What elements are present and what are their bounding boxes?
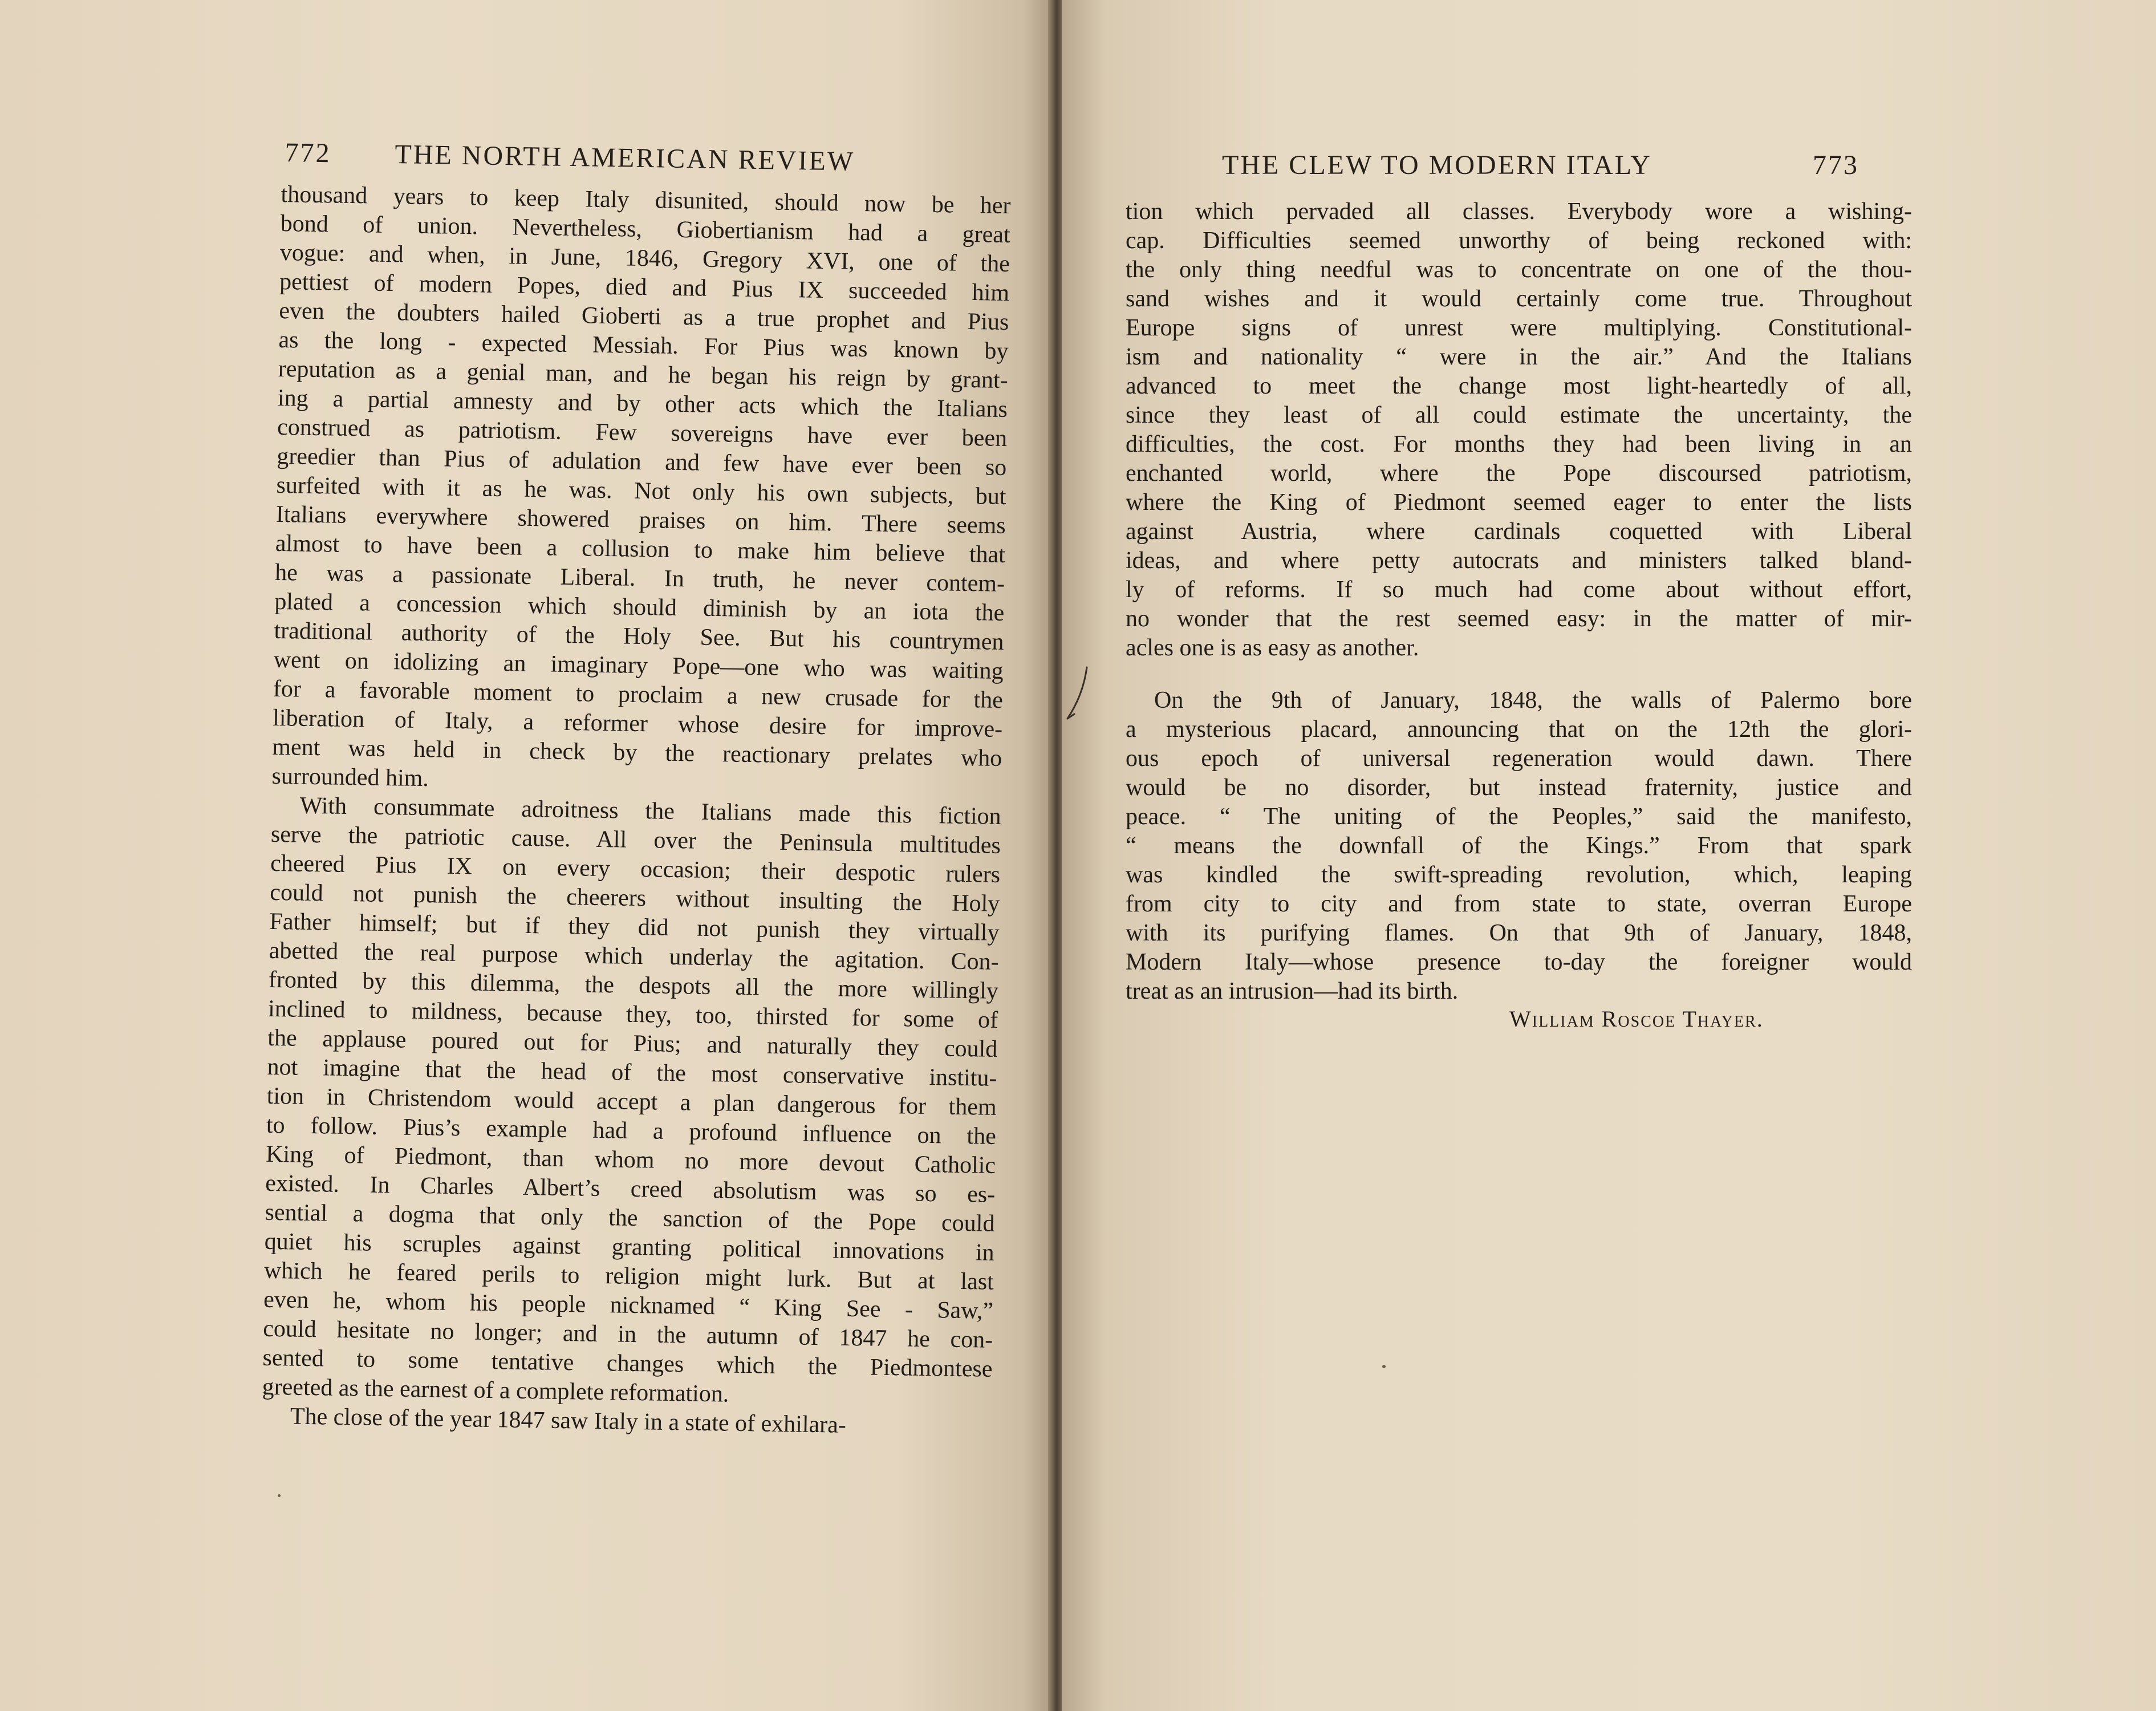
text-line: ideas, and where petty autocrats and ministers talked bland-: [1126, 548, 1912, 574]
text-line: thousand years to keep Italy disunited, should now be her: [281, 181, 1011, 220]
text-line: advanced to meet the change most light-heartedly of all,: [1126, 373, 1912, 399]
text-line: peace. “ The uniting of the Peoples,” said the manifesto,: [1126, 804, 1912, 830]
text-line: Italians everywhere showered praises on him. There seems: [275, 501, 1006, 540]
left-page: [0, 0, 1055, 1711]
right-page-paragraph-2: [1126, 686, 1912, 1006]
text-line: was kindled the swift-spreading revolution, which, leaping: [1126, 862, 1912, 888]
text-line: with its purifying flames. On that 9th of January, 1848,: [1126, 920, 1912, 946]
text-line: Modern Italy—whose presence to-day the foreigner would: [1126, 949, 1912, 975]
text-line: no wonder that the rest seemed easy: in the matter of mir-: [1126, 606, 1912, 632]
text-line: ous epoch of universal regeneration would dawn. There: [1126, 745, 1912, 772]
text-line: cheered Pius IX on every occasion; their despotic rulers: [270, 850, 1001, 888]
text-line: vogue: and when, in June, 1846, Gregory XVI, one of the: [279, 239, 1010, 278]
text-line: serve the patriotic cause. All over the Peninsula multitudes: [270, 821, 1001, 859]
text-line: sential a dogma that only the sanction of the Pope could: [265, 1199, 995, 1237]
text-line: surfeited with it as he was. Not only his own subjects, but: [276, 472, 1006, 510]
text-line: not imagine that the head of the most conservative institu-: [267, 1053, 997, 1092]
text-line: liberation of Italy, a reformer whose desire for improve-: [272, 704, 1003, 743]
pencil-check-mark: [1062, 662, 1096, 736]
text-line: King of Piedmont, than whom no more devout Catholic: [265, 1141, 996, 1179]
text-line: where the King of Piedmont seemed eager to enter the lists: [1126, 489, 1912, 516]
text-line: he was a passionate Liberal. In truth, he never contem-: [274, 559, 1005, 598]
text-line: since they least of all could estimate the uncertainty, the: [1126, 402, 1912, 428]
text-line: even he, whom his people nicknamed “ King See - Saw,”: [263, 1286, 994, 1324]
text-line: greedier than Pius of adulation and few have ever been so: [277, 443, 1007, 481]
text-line: almost to have been a collusion to make him believe that: [275, 530, 1006, 569]
text-line: fronted by this dilemma, the despots all the more willingly: [268, 966, 999, 1004]
text-line: sented to some tentative changes which the Piedmontese: [262, 1344, 993, 1382]
right-page-paragraph-1: [1126, 197, 1912, 663]
right-page: [1062, 0, 2156, 1711]
text-line: treat as an intrusion—had its birth.: [1126, 978, 1459, 1004]
text-line: could hesitate no longer; and in the autumn of 1847 he con-: [263, 1315, 993, 1353]
right-running-head: THE CLEW TO MODERN ITALY: [1222, 150, 1652, 180]
text-line: ly of reforms. If so much had come about without effort,: [1126, 577, 1912, 603]
text-line: even the doubters hailed Gioberti as a true prophet and Pius: [279, 297, 1009, 336]
text-line: inclined to mildness, because they, too, thirsted for some of: [267, 995, 998, 1033]
text-line: the applause poured out for Pius; and naturally they could: [267, 1024, 998, 1063]
text-line: from city to city and from state to state, overran Europe: [1126, 891, 1912, 917]
text-line: enchanted world, where the Pope discoursed patriotism,: [1126, 460, 1912, 486]
text-line: Father himself; but if they did not punish they virtually: [269, 908, 1000, 946]
text-line: difficulties, the cost. For months they had been living in an: [1126, 431, 1912, 457]
left-running-head: THE NORTH AMERICAN REVIEW: [395, 139, 855, 177]
text-line: would be no disorder, but instead fraternity, justice and: [1126, 775, 1912, 801]
text-line: ment was held in check by the reactionary prelates who: [272, 733, 1002, 772]
text-line: ism and nationality “ were in the air.” And the Italians: [1126, 344, 1912, 370]
text-line: acles one is as easy as another.: [1126, 635, 1419, 661]
author-signature: William Roscoe Thayer.: [1509, 1006, 1764, 1032]
left-page-number: 772: [285, 137, 331, 169]
text-line: which he feared perils to religion might lurk. But at last: [263, 1257, 994, 1295]
text-line: construed as patriotism. Few sovereigns have ever been: [277, 413, 1008, 452]
text-line: On the 9th of January, 1848, the walls of Palermo bore: [1154, 687, 1912, 713]
text-line: “ means the downfall of the Kings.” From that spark: [1126, 833, 1912, 859]
text-line: for a favorable moment to proclaim a new crusade for the: [273, 675, 1004, 713]
text-line: tion which pervaded all classes. Everybody wore a wishing-: [1126, 198, 1912, 225]
text-line: reputation as a genial man, and he began his reign by grant-: [278, 355, 1009, 394]
text-line: quiet his scruples against granting political innovations in: [264, 1228, 994, 1266]
text-line: sand wishes and it would certainly come true. Throughout: [1126, 286, 1912, 312]
text-line: With consummate adroitness the Italians made this fiction: [299, 792, 1001, 830]
text-line: as the long - expected Messiah. For Pius was known by: [278, 326, 1009, 365]
text-line: greeted as the earnest of a complete reformation.: [262, 1373, 729, 1408]
text-line: The close of the year 1847 saw Italy in a state of exhilara-: [290, 1403, 847, 1438]
text-line: the only thing needful was to concentrate on one of the thou-: [1126, 257, 1912, 283]
text-line: surrounded him.: [271, 763, 429, 792]
text-line: tion in Christendom would accept a plan dangerous for them: [266, 1082, 997, 1121]
text-line: abetted the real purpose which underlay the agitation. Con-: [269, 937, 999, 975]
text-line: existed. In Charles Albert’s creed absolutism was so es-: [265, 1170, 996, 1208]
text-line: against Austria, where cardinals coquetted with Liberal: [1126, 518, 1912, 545]
text-line: bond of union. Nevertheless, Giobertianism had a great: [280, 210, 1011, 249]
text-line: traditional authority of the Holy See. But his countrymen: [274, 617, 1004, 656]
text-line: pettiest of modern Popes, died and Pius IX succeeded him: [279, 268, 1010, 307]
text-line: cap. Difficulties seemed unworthy of being reckoned with:: [1126, 228, 1912, 254]
page-speck: [278, 1494, 281, 1497]
text-line: plated a concession which should diminish by an iota the: [274, 588, 1005, 627]
text-line: a mysterious placard, announcing that on the 12th the glori-: [1126, 716, 1912, 743]
text-line: Europe signs of unrest were multiplying. Constitutional-: [1126, 315, 1912, 341]
text-line: could not punish the cheerers without insulting the Holy: [270, 879, 1000, 917]
left-page-body: [262, 180, 1011, 1442]
text-line: ing a partial amnesty and by other acts which the Italians: [277, 384, 1008, 423]
text-line: to follow. Pius’s example had a profound influence on the: [266, 1112, 997, 1150]
text-line: went on idolizing an imaginary Pope—one who was waiting: [273, 646, 1004, 684]
page-speck: [1382, 1365, 1386, 1368]
right-page-number: 773: [1813, 150, 1859, 180]
